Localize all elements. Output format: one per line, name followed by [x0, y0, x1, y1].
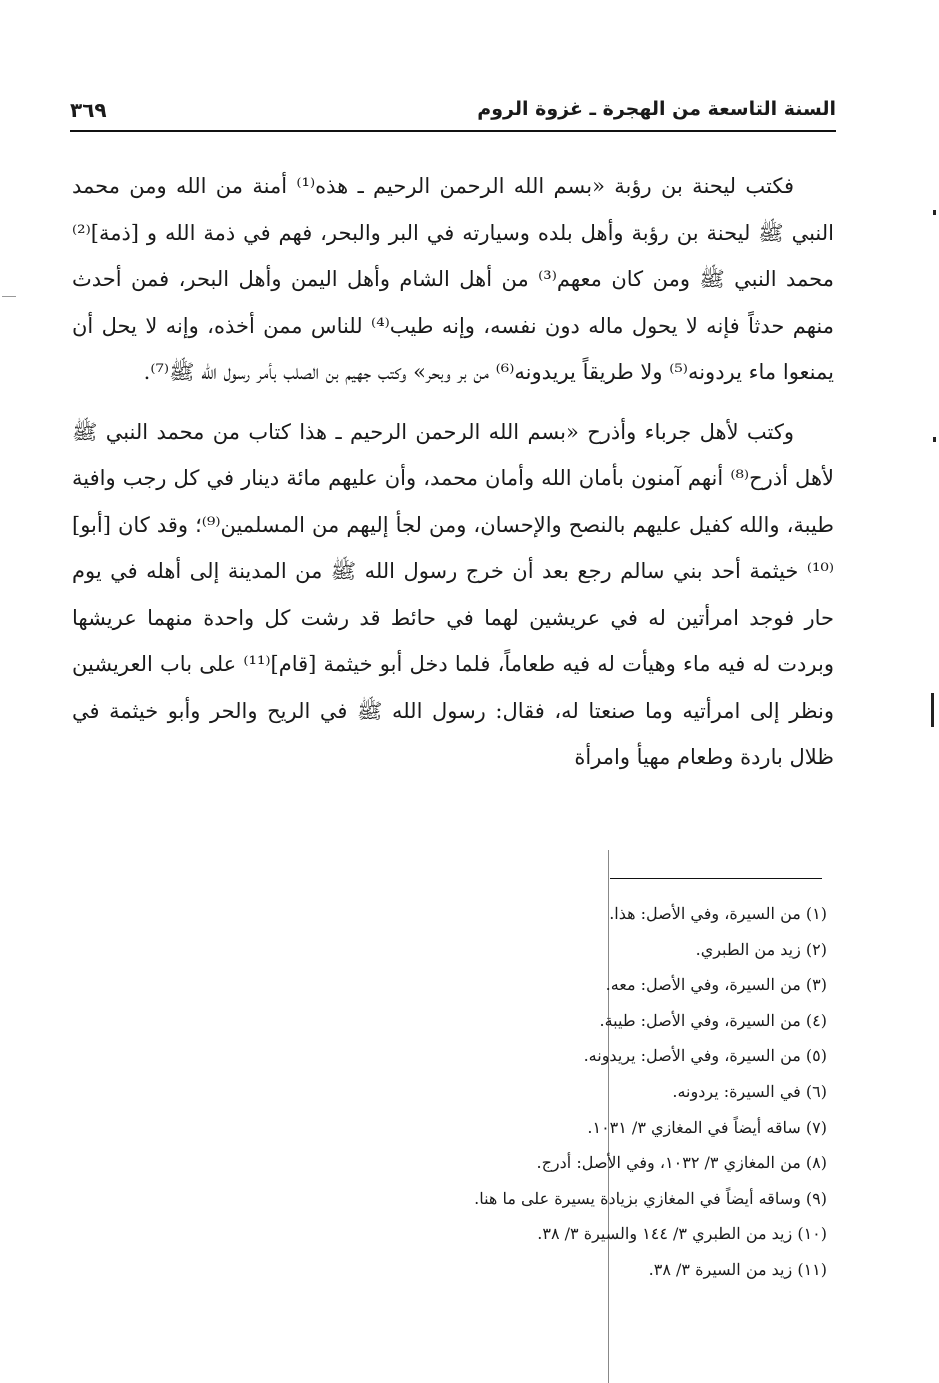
- scan-mark: [933, 210, 936, 215]
- page-number: ٣٦٩: [70, 98, 107, 122]
- footnote-7: (٧) ساقه أيضاً في المغازي ٣/ ١٠٣١.: [587, 1117, 827, 1137]
- footnote-10: (١٠) زيد من الطبري ٣/ ١٤٤ والسيرة ٣/ ٣٨.: [537, 1224, 827, 1244]
- footnote-11: (١١) زيد من السيرة ٣/ ٣٨.: [648, 1259, 827, 1279]
- footnote-1: (١) من السيرة، وفي الأصل: هذا.: [609, 904, 827, 923]
- footnote-2: (٢) زيد من الطبري.: [695, 939, 827, 959]
- footnote-separator: [610, 878, 822, 879]
- footnote-6: (٦) في السيرة: يردونه.: [672, 1081, 827, 1101]
- main-text: [72, 163, 834, 781]
- footnote-9: (٩) وساقه أيضاً في المغازي بزيادة يسيرة على ما هنا.: [474, 1188, 827, 1208]
- header-rule: [70, 130, 836, 132]
- scan-mark: [2, 296, 16, 297]
- scan-mark: [931, 693, 934, 727]
- paragraph-2: وكتب لأهل جرباء وأذرح «بسم الله الرحمن الرحيم ـ هذا كتاب من محمد النبي ﷺ لأهل أذرح⁽⁸⁾ أنهم آمنون بأمان الله وأمان محمد، وأن عليهم مائة دينار في كل رجب وافية طيبة، والله كفيل عليهم بالنصح والإحسان، ومن لجأ إليهم من المسلمين⁽⁹⁾؛ وقد كان [أبو]⁽¹⁰⁾ خيثمة أحد بني سالم رجع بعد أن خرج رسول الله ﷺ من المدينة إلى أهله في يوم حار فوجد امرأتين له في عريشين لهما في حائط قد رشت كل واحدة منهما عريشها وبردت له فيه ماء وهيأت له فيه طعاماً، فلما دخل أبو خيثمة [قام]⁽¹¹⁾ على باب العريشين ونظر إلى امرأتيه وما صنعتا له، فقال: رسول الله ﷺ في الريح والحر وأبو خيثمة في ظلال باردة وطعام مهيأ وامرأة: [72, 419, 834, 769]
- page-header: [70, 96, 836, 134]
- footnote-4: (٤) من السيرة، وفي الأصل: طيبة.: [599, 1010, 827, 1030]
- scan-mark: [933, 437, 936, 442]
- footnote-5: (٥) من السيرة، وفي الأصل: يريدونه.: [583, 1046, 827, 1066]
- footnote-3: (٣) من السيرة، وفي الأصل: معه.: [605, 975, 827, 995]
- footnotes: [407, 896, 827, 1288]
- footnote-8: (٨) من المغازي ٣/ ١٠٣٢، وفي الأصل: أدرج.: [536, 1153, 827, 1173]
- paragraph-1: فكتب ليحنة بن رؤبة «بسم الله الرحمن الرحيم ـ هذه⁽¹⁾ أمنة من الله ومن محمد النبي ﷺ ليحنة بن رؤبة وأهل بلده وسيارته في البر والبحر، فهم في ذمة الله و [ذمة]⁽²⁾ محمد النبي ﷺ ومن كان معهم⁽³⁾ من أهل الشام وأهل اليمن وأهل البحر، فمن أحدث منهم حدثاً فإنه لا يحول ماله دون نفسه، وإنه طيب⁽⁴⁾ للناس ممن أخذه، وإنه لا يحل أن يمنعوا ماء يردونه⁽⁵⁾ ولا طريقاً يريدونه⁽⁶⁾ من بر وبحر» وكتب جهيم بن الصلب بأمر رسول الله ﷺ⁽⁷⁾.: [72, 174, 834, 384]
- running-title: السنة التاسعة من الهجرة ـ غزوة الروم: [477, 98, 836, 120]
